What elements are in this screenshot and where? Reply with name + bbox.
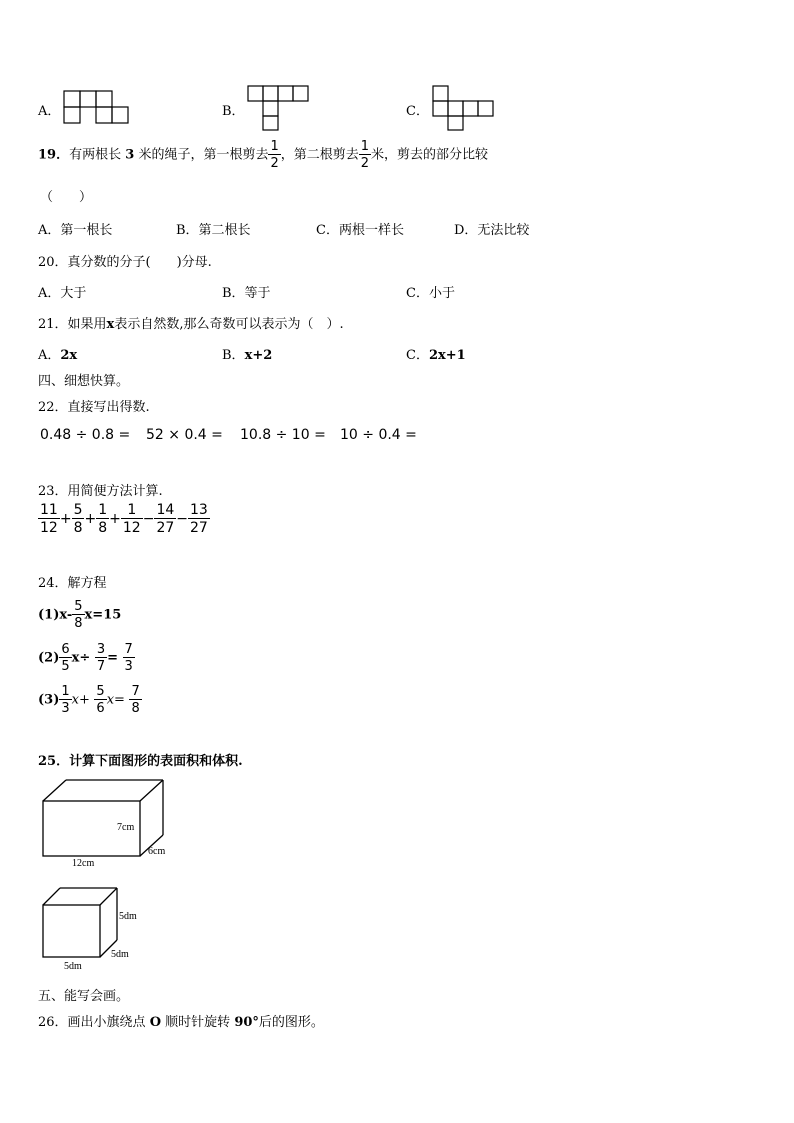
q23-term-5: $\frac{14}{27}$ (156, 502, 175, 536)
q25-box2-width: 5dm (64, 961, 82, 972)
q24-equation-1: (1)x- $\frac{5}{8}$ x=15 (38, 599, 122, 631)
q19-option-d: D．无法比较 (454, 223, 530, 238)
q23-term-4: $\frac{1}{12}$ (122, 502, 141, 536)
q19-option-b: B．第二根长 (176, 223, 251, 238)
q18-option-a-net (62, 89, 132, 125)
q21-option-c: C．2x+1 (406, 348, 466, 363)
q23-expression: $\frac{11}{12}$ + $\frac{5}{8}$ + $\frac{1}{8}$ + $\frac{1}{12}$ − $\frac{14}{27}$ − $\frac{13}{27}$ (40, 502, 208, 536)
q19-option-a: A．第一根长 (38, 223, 113, 238)
q22-title: 22．直接写出得数. (38, 400, 150, 415)
q23-term-3: $\frac{1}{8}$ (98, 502, 108, 536)
q24-equation-2: (2) $\frac{6}{5}$ x÷ $\frac{3}{7}$ = $\frac{7}{3}$ (38, 642, 133, 674)
q24-title: 24．解方程 (38, 576, 107, 591)
q22-item-4: 10 ÷ 0.4 = (340, 427, 417, 443)
q18-option-a-label: A． (38, 104, 61, 119)
q25-cuboid-figure (38, 776, 178, 868)
q25-title: 25．计算下面图形的表面积和体积. (38, 754, 243, 769)
q18-option-b-net (246, 84, 310, 132)
q20-question: 20．真分数的分子( )分母. (38, 255, 212, 270)
q25-box2-depth: 5dm (111, 949, 129, 960)
q23-term-6: $\frac{13}{27}$ (190, 502, 208, 536)
q25-box1-height: 7cm (117, 822, 135, 833)
q20-option-a: A．大于 (38, 286, 87, 301)
q26-question: 26．画出小旗绕点 O 顺时针旋转 90°后的图形。 (38, 1015, 324, 1030)
q18-option-c-net (431, 84, 495, 132)
q24-equation-3: (3) $\frac{1}{3}$ x+ $\frac{5}{6}$ x= $\frac{7}{8}$ (38, 684, 140, 716)
q20-option-c: C．小于 (406, 286, 455, 301)
section-4-heading: 四、细想快算。 (38, 374, 130, 389)
q19-fraction-2: $\frac{1}{2}$ (360, 139, 370, 171)
q20-option-b: B．等于 (222, 286, 271, 301)
q23-term-1: $\frac{11}{12}$ (40, 502, 58, 536)
q22-item-1: 0.48 ÷ 0.8 = (40, 427, 131, 443)
q25-box1-length: 12cm (72, 858, 95, 868)
q23-title: 23．用简便方法计算. (38, 484, 163, 499)
q19-question: 19．有两根长 3 米的绳子，第一根剪去 $\frac{1}{2}$ ，第二根剪去 $\frac{1}{2}$ 米，剪去的部分比较 (38, 139, 489, 171)
q22-item-3: 10.8 ÷ 10 = (240, 427, 326, 443)
q21-question: 21．如果用x表示自然数,那么奇数可以表示为（ ）. (38, 317, 344, 332)
q25-box2-height: 5dm (119, 911, 137, 922)
q25-cube-figure (38, 885, 148, 973)
q18-option-b-label: B． (222, 104, 245, 119)
section-5-heading: 五、能写会画。 (38, 989, 130, 1004)
q21-option-b: B．x+2 (222, 348, 273, 363)
q25-box1-width: 6cm (148, 846, 166, 857)
q23-term-2: $\frac{5}{8}$ (73, 502, 83, 536)
q21-option-a: A．2x (38, 348, 78, 363)
q22-item-2: 52 × 0.4 = (146, 427, 223, 443)
q18-option-c-label: C． (406, 104, 429, 119)
q19-answer-paren: （ ） (40, 190, 93, 205)
q19-option-c: C．两根一样长 (316, 223, 404, 238)
q19-fraction-1: $\frac{1}{2}$ (270, 139, 279, 171)
